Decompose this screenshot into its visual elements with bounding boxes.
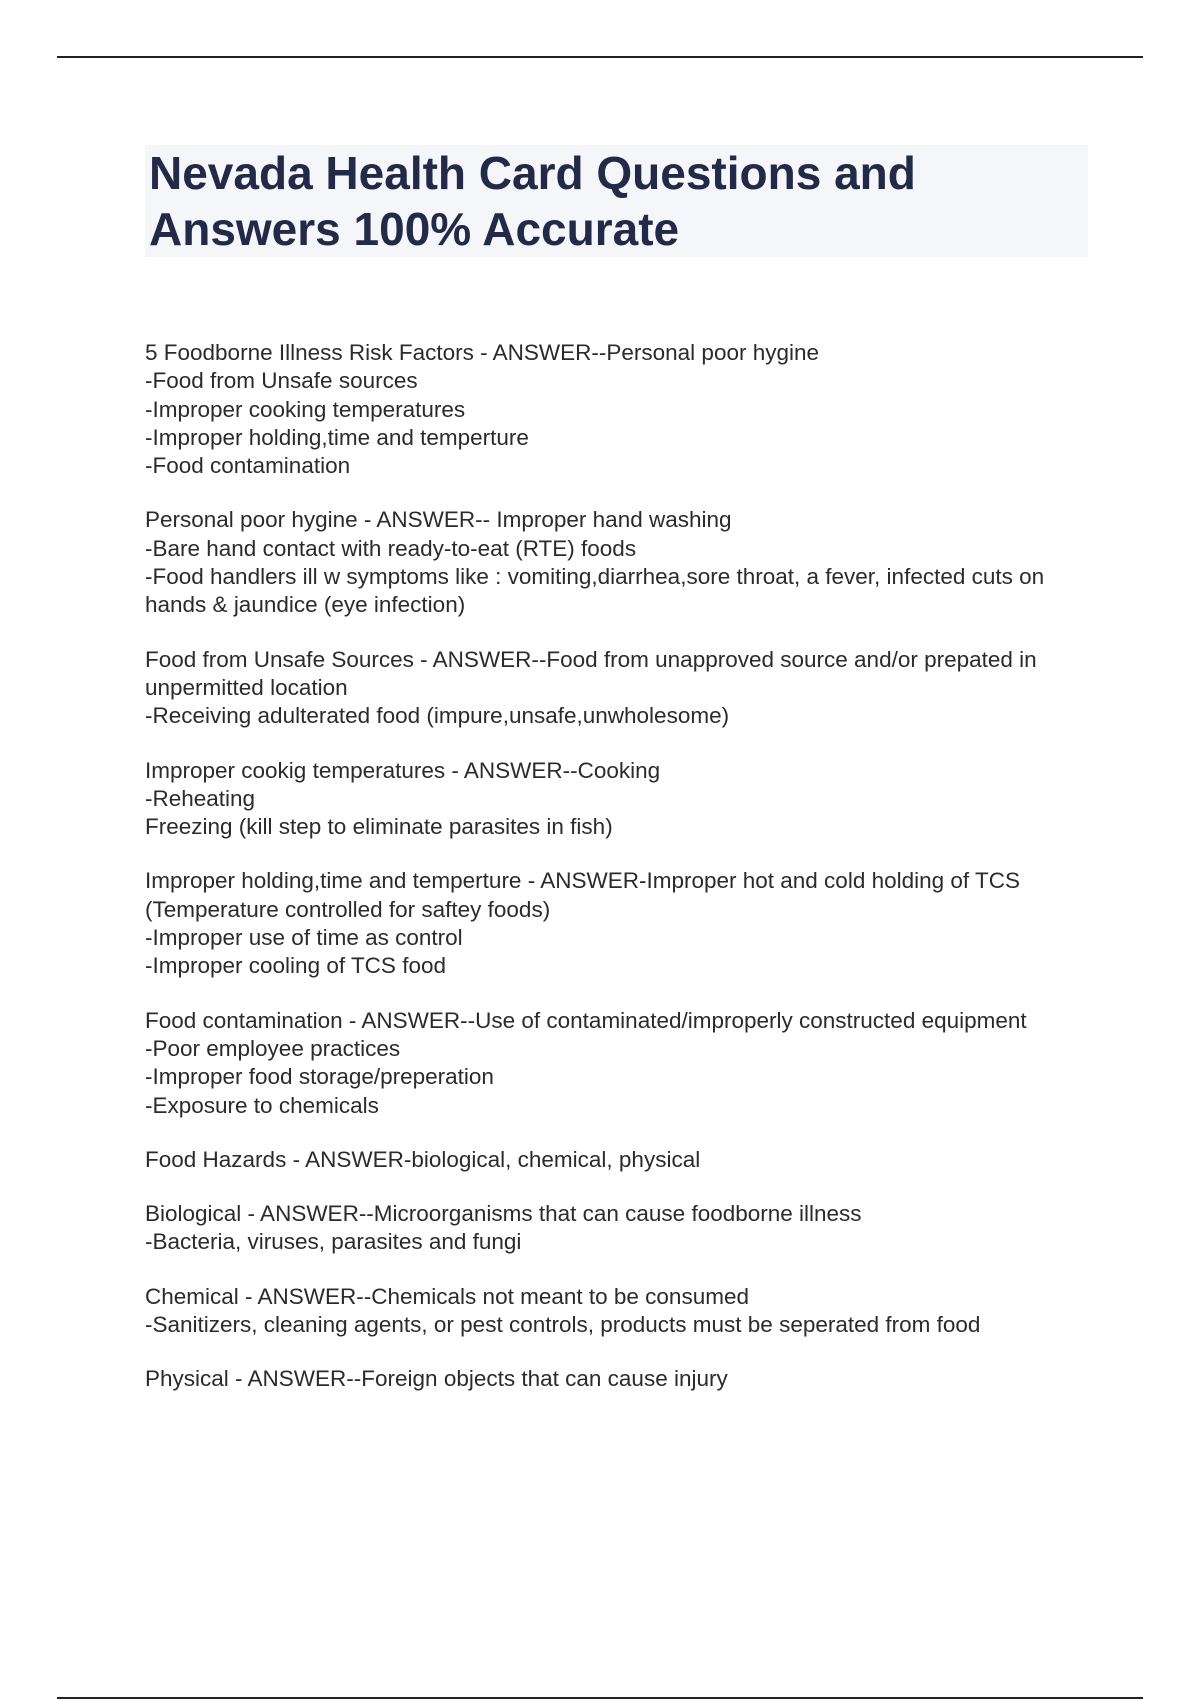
qa-line: -Sanitizers, cleaning agents, or pest controls, products must be seperated from food	[145, 1312, 981, 1338]
qa-item	[145, 506, 1090, 619]
qa-line: Food from Unsafe Sources - ANSWER--Food from unapproved source and/or prepated in unpermitted location	[145, 646, 1037, 700]
qa-list	[145, 339, 1090, 1420]
qa-line: Personal poor hygine - ANSWER-- Improper hand washing	[145, 507, 732, 533]
qa-line: 5 Foodborne Illness Risk Factors - ANSWER--Personal poor hygine	[145, 340, 820, 365]
qa-line: -Food handlers ill w symptoms like : vomiting,diarrhea,sore throat, a fever, infected cuts on hands & jaundice (eye infection)	[145, 564, 1045, 618]
title-block	[145, 145, 1088, 257]
qa-line: Food contamination - ANSWER--Use of contaminated/improperly constructed equipment	[145, 1007, 1027, 1033]
qa-item	[145, 1283, 1090, 1340]
qa-line: -Improper holding,time and temperture	[145, 424, 529, 450]
qa-line: Freezing (kill step to eliminate parasites in fish)	[145, 814, 613, 840]
qa-line: Food Hazards - ANSWER-biological, chemical, physical	[145, 1146, 701, 1172]
qa-line: Biological - ANSWER--Microorganisms that can cause foodborne illness	[145, 1201, 862, 1227]
qa-line: -Improper food storage/preperation	[145, 1064, 494, 1090]
qa-line: Chemical - ANSWER--Chemicals not meant to be consumed	[145, 1283, 749, 1309]
qa-line: -Food contamination	[145, 453, 351, 479]
qa-item	[145, 1146, 1090, 1174]
qa-line: -Bare hand contact with ready-to-eat (RTE) foods	[145, 535, 637, 561]
qa-line: -Improper use of time as control	[145, 925, 463, 951]
qa-item	[145, 1007, 1090, 1120]
header-rule	[57, 56, 1143, 58]
qa-item	[145, 1200, 1090, 1257]
qa-line: -Reheating	[145, 785, 256, 811]
qa-line: -Poor employee practices	[145, 1035, 401, 1061]
qa-line: -Exposure to chemicals	[145, 1092, 379, 1118]
qa-line: -Bacteria, viruses, parasites and fungi	[145, 1229, 522, 1255]
qa-line: -Receiving adulterated food (impure,unsafe,unwholesome)	[145, 703, 730, 729]
qa-line: Improper cookig temperatures - ANSWER--Cooking	[145, 757, 661, 783]
qa-line: -Food from Unsafe sources	[145, 368, 418, 394]
qa-line: -Improper cooking temperatures	[145, 396, 466, 422]
qa-item	[145, 757, 1090, 842]
document-title: Nevada Health Card Questions and Answers 100% Accurate	[149, 147, 916, 255]
qa-line: Physical - ANSWER--Foreign objects that can cause injury	[145, 1366, 728, 1392]
qa-item	[145, 1365, 1090, 1393]
qa-line: Improper holding,time and temperture - ANSWER-Improper hot and cold holding of TCS (Temperature controlled for saftey foods)	[145, 868, 1021, 922]
qa-item	[145, 339, 1090, 480]
qa-item	[145, 867, 1090, 980]
qa-item	[145, 646, 1090, 731]
qa-line: -Improper cooling of TCS food	[145, 953, 446, 979]
footer-rule	[57, 1697, 1143, 1699]
